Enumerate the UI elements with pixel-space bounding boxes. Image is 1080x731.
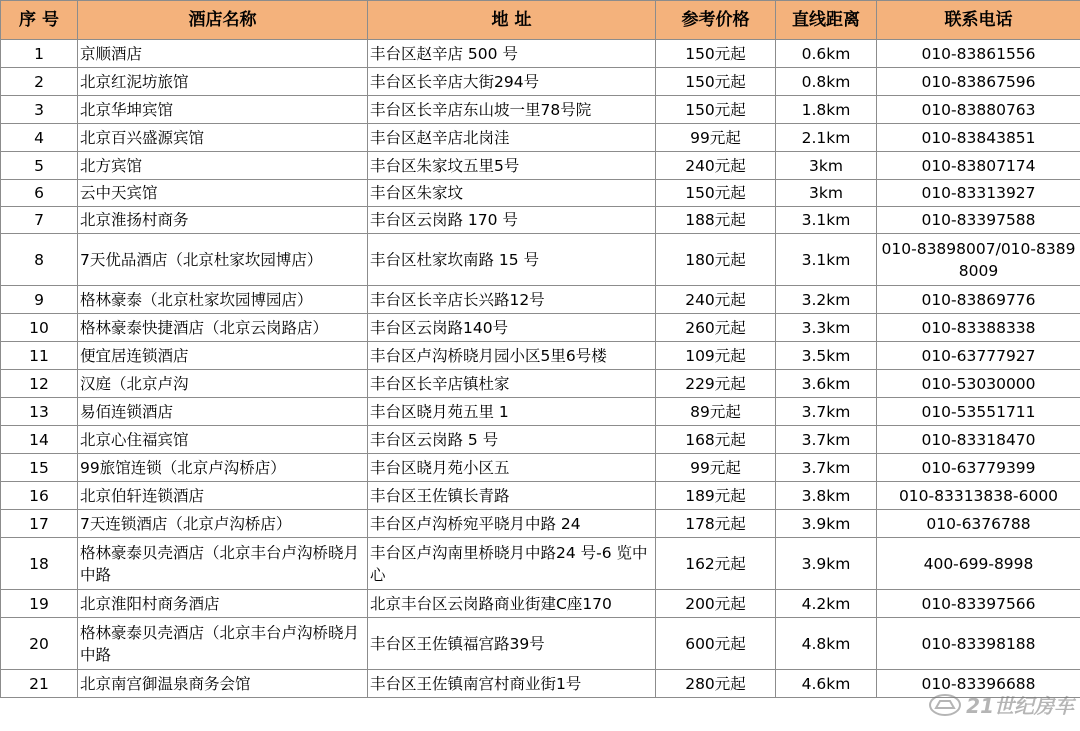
cell-hotel-name: 99旅馆连锁（北京卢沟桥店） — [78, 454, 368, 482]
cell-phone: 010-83861556 — [877, 40, 1080, 68]
cell-hotel-name: 北方宾馆 — [78, 152, 368, 180]
cell-number: 13 — [1, 398, 78, 426]
table-row — [1, 590, 1080, 618]
cell-hotel-name: 北京百兴盛源宾馆 — [78, 124, 368, 152]
cell-number: 11 — [1, 342, 78, 370]
cell-address: 丰台区朱家坟 — [368, 180, 656, 207]
cell-phone: 010-53551711 — [877, 398, 1080, 426]
cell-price: 260元起 — [656, 314, 776, 342]
cell-phone: 010-6376788 — [877, 510, 1080, 538]
cell-distance: 3.2km — [776, 286, 877, 314]
cell-phone: 010-83398188 — [877, 618, 1080, 670]
cell-phone: 010-83397566 — [877, 590, 1080, 618]
cell-distance: 3km — [776, 152, 877, 180]
cell-number: 20 — [1, 618, 78, 670]
cell-distance: 3.9km — [776, 538, 877, 590]
cell-address: 丰台区王佐镇长青路 — [368, 482, 656, 510]
cell-hotel-name: 北京淮阳村商务酒店 — [78, 590, 368, 618]
table-row — [1, 670, 1080, 698]
header-row — [1, 1, 1080, 40]
cell-distance: 4.6km — [776, 670, 877, 698]
cell-distance: 3km — [776, 180, 877, 207]
cell-price: 109元起 — [656, 342, 776, 370]
cell-number: 5 — [1, 152, 78, 180]
table-row — [1, 207, 1080, 234]
cell-address: 丰台区晓月苑五里 1 — [368, 398, 656, 426]
cell-number: 19 — [1, 590, 78, 618]
cell-price: 280元起 — [656, 670, 776, 698]
table-row — [1, 40, 1080, 68]
cell-address: 丰台区云岗路 170 号 — [368, 207, 656, 234]
cell-hotel-name: 7天连锁酒店（北京卢沟桥店） — [78, 510, 368, 538]
cell-hotel-name: 便宜居连锁酒店 — [78, 342, 368, 370]
cell-hotel-name: 格林豪泰快捷酒店（北京云岗路店） — [78, 314, 368, 342]
cell-number: 7 — [1, 207, 78, 234]
cell-price: 178元起 — [656, 510, 776, 538]
cell-distance: 3.9km — [776, 510, 877, 538]
cell-price: 89元起 — [656, 398, 776, 426]
cell-number: 3 — [1, 96, 78, 124]
cell-hotel-name: 北京淮扬村商务 — [78, 207, 368, 234]
cell-hotel-name: 北京红泥坊旅馆 — [78, 68, 368, 96]
table-row — [1, 96, 1080, 124]
cell-price: 180元起 — [656, 234, 776, 286]
table-row — [1, 152, 1080, 180]
header-number: 序 号 — [1, 1, 78, 40]
cell-price: 240元起 — [656, 286, 776, 314]
table-row — [1, 454, 1080, 482]
cell-number: 12 — [1, 370, 78, 398]
cell-price: 240元起 — [656, 152, 776, 180]
cell-phone: 010-83880763 — [877, 96, 1080, 124]
cell-distance: 4.8km — [776, 618, 877, 670]
header-phone: 联系电话 — [877, 1, 1080, 40]
cell-hotel-name: 汉庭（北京卢沟 — [78, 370, 368, 398]
cell-price: 600元起 — [656, 618, 776, 670]
cell-address: 丰台区云岗路 5 号 — [368, 426, 656, 454]
table-row — [1, 482, 1080, 510]
cell-price: 150元起 — [656, 68, 776, 96]
cell-phone: 010-83313838-6000 — [877, 482, 1080, 510]
cell-address: 丰台区云岗路140号 — [368, 314, 656, 342]
cell-number: 4 — [1, 124, 78, 152]
table-row — [1, 538, 1080, 590]
cell-price: 150元起 — [656, 40, 776, 68]
cell-phone: 010-83313927 — [877, 180, 1080, 207]
table-row — [1, 68, 1080, 96]
table-row — [1, 124, 1080, 152]
cell-hotel-name: 京顺酒店 — [78, 40, 368, 68]
cell-distance: 3.1km — [776, 234, 877, 286]
cell-phone: 010-83388338 — [877, 314, 1080, 342]
header-hotel-name: 酒店名称 — [78, 1, 368, 40]
table-row — [1, 398, 1080, 426]
table-row — [1, 342, 1080, 370]
cell-address: 丰台区卢沟桥晓月园小区5里6号楼 — [368, 342, 656, 370]
cell-hotel-name: 北京南宫御温泉商务会馆 — [78, 670, 368, 698]
cell-hotel-name: 格林豪泰贝壳酒店（北京丰台卢沟桥晓月中路 — [78, 618, 368, 670]
cell-distance: 3.6km — [776, 370, 877, 398]
cell-price: 200元起 — [656, 590, 776, 618]
cell-number: 2 — [1, 68, 78, 96]
table-row — [1, 180, 1080, 207]
cell-price: 168元起 — [656, 426, 776, 454]
cell-price: 162元起 — [656, 538, 776, 590]
cell-number: 1 — [1, 40, 78, 68]
cell-phone: 010-83867596 — [877, 68, 1080, 96]
cell-phone: 010-83843851 — [877, 124, 1080, 152]
table-row — [1, 286, 1080, 314]
table-row — [1, 370, 1080, 398]
cell-distance: 3.1km — [776, 207, 877, 234]
cell-address: 丰台区赵辛店北岗洼 — [368, 124, 656, 152]
table-row — [1, 234, 1080, 286]
cell-number: 6 — [1, 180, 78, 207]
cell-price: 189元起 — [656, 482, 776, 510]
cell-price: 150元起 — [656, 96, 776, 124]
cell-hotel-name: 北京华坤宾馆 — [78, 96, 368, 124]
cell-phone: 400-699-8998 — [877, 538, 1080, 590]
header-price: 参考价格 — [656, 1, 776, 40]
cell-hotel-name: 北京伯轩连锁酒店 — [78, 482, 368, 510]
cell-hotel-name: 易佰连锁酒店 — [78, 398, 368, 426]
cell-phone: 010-83869776 — [877, 286, 1080, 314]
cell-hotel-name: 云中天宾馆 — [78, 180, 368, 207]
cell-address: 丰台区晓月苑小区五 — [368, 454, 656, 482]
cell-number: 21 — [1, 670, 78, 698]
cell-address: 丰台区长辛店大街294号 — [368, 68, 656, 96]
table-row — [1, 426, 1080, 454]
cell-distance: 2.1km — [776, 124, 877, 152]
cell-hotel-name: 7天优品酒店（北京杜家坎园博店） — [78, 234, 368, 286]
cell-address: 丰台区长辛店东山坡一里78号院 — [368, 96, 656, 124]
cell-phone: 010-63779399 — [877, 454, 1080, 482]
cell-address: 丰台区卢沟桥宛平晓月中路 24 — [368, 510, 656, 538]
cell-distance: 3.3km — [776, 314, 877, 342]
cell-phone: 010-83396688 — [877, 670, 1080, 698]
cell-price: 99元起 — [656, 454, 776, 482]
cell-price: 188元起 — [656, 207, 776, 234]
cell-number: 18 — [1, 538, 78, 590]
cell-address: 丰台区卢沟南里桥晓月中路24 号-6 览中心 — [368, 538, 656, 590]
cell-number: 8 — [1, 234, 78, 286]
cell-distance: 1.8km — [776, 96, 877, 124]
cell-address: 丰台区王佐镇南宫村商业街1号 — [368, 670, 656, 698]
watermark-text: 21世纪房车 — [966, 694, 1074, 718]
cell-phone: 010-53030000 — [877, 370, 1080, 398]
cell-distance: 3.5km — [776, 342, 877, 370]
cell-price: 229元起 — [656, 370, 776, 398]
cell-number: 9 — [1, 286, 78, 314]
cell-distance: 3.7km — [776, 398, 877, 426]
header-distance: 直线距离 — [776, 1, 877, 40]
cell-phone: 010-63777927 — [877, 342, 1080, 370]
cell-phone: 010-83397588 — [877, 207, 1080, 234]
cell-address: 丰台区杜家坎南路 15 号 — [368, 234, 656, 286]
cell-hotel-name: 格林豪泰贝壳酒店（北京丰台卢沟桥晓月中路 — [78, 538, 368, 590]
cell-distance: 4.2km — [776, 590, 877, 618]
cell-distance: 0.6km — [776, 40, 877, 68]
table-row — [1, 510, 1080, 538]
cell-hotel-name: 格林豪泰（北京杜家坎园博园店） — [78, 286, 368, 314]
table-row — [1, 618, 1080, 670]
cell-hotel-name: 北京心住福宾馆 — [78, 426, 368, 454]
cell-address: 丰台区王佐镇福宫路39号 — [368, 618, 656, 670]
cell-price: 99元起 — [656, 124, 776, 152]
cell-distance: 3.7km — [776, 454, 877, 482]
cell-number: 16 — [1, 482, 78, 510]
cell-address: 丰台区赵辛店 500 号 — [368, 40, 656, 68]
cell-address: 丰台区长辛店镇杜家 — [368, 370, 656, 398]
cell-address: 丰台区长辛店长兴路12号 — [368, 286, 656, 314]
cell-distance: 0.8km — [776, 68, 877, 96]
cell-phone: 010-83807174 — [877, 152, 1080, 180]
cell-distance: 3.7km — [776, 426, 877, 454]
cell-phone: 010-83898007/010-83898009 — [877, 234, 1080, 286]
table-row — [1, 314, 1080, 342]
cell-number: 14 — [1, 426, 78, 454]
cell-number: 15 — [1, 454, 78, 482]
header-address: 地 址 — [368, 1, 656, 40]
cell-number: 17 — [1, 510, 78, 538]
cell-address: 丰台区朱家坟五里5号 — [368, 152, 656, 180]
cell-phone: 010-83318470 — [877, 426, 1080, 454]
table-body — [1, 40, 1080, 698]
cell-price: 150元起 — [656, 180, 776, 207]
cell-address: 北京丰台区云岗路商业街建C座170 — [368, 590, 656, 618]
cell-number: 10 — [1, 314, 78, 342]
cell-distance: 3.8km — [776, 482, 877, 510]
